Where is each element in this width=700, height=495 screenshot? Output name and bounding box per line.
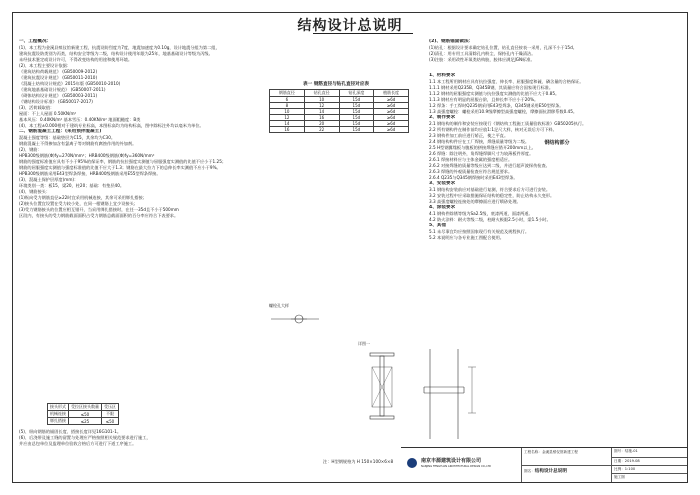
hbeam-detail	[358, 341, 488, 461]
right-col-line: 2.6.2 对接焊缝的质量等级应达到二级，并进行超声波探伤检查。	[429, 163, 550, 168]
table-cell: 20	[304, 121, 339, 127]
page-title: 结构设计总说明	[297, 18, 403, 34]
right-col-line: 2.6.1 焊接材料应与主体金属的强度相适应。	[429, 157, 513, 162]
table-cell: 16	[270, 127, 305, 133]
left-col-line: 混凝土强度等级：基础垫层为C15，其余均为C30。	[19, 135, 116, 140]
scale-label: 比例	[614, 467, 622, 471]
table-cell: 10	[304, 97, 339, 103]
left-tail-line: 并应由总包单位及监理单位验收合格后方可进行下道工序施工。	[19, 441, 137, 446]
left-col-line: (1)、本工程为金溪县殡仪馆新建工程，抗震设防烈度为7度，地震加速度为0.10g，设计地震分组为第二组，	[19, 45, 220, 50]
title-block	[401, 447, 687, 482]
steel-section-title: 钢结构部分	[544, 140, 570, 146]
right-col-line: 1、材料要求	[429, 73, 456, 78]
table-cell: 机械连接	[48, 411, 69, 418]
project-cell: 工程名称：金溪县殡仪馆新建工程	[521, 448, 611, 465]
left-col-line: 钢筋的强度标准值应具有不小于95%的保证率，钢筋的抗拉强度实测值与屈服强度实测值的比值不应小于1.25；	[19, 159, 227, 164]
table-header-cell: 钢筋直径	[270, 90, 305, 97]
hbeam-section-drawing	[358, 347, 488, 457]
left-col-line: 钢筋的屈服强度实测值与强度标准值的比值不应大于1.3；钢筋在最大拉力下的总伸长率实测值不应小于9%。	[19, 165, 221, 170]
right-col-line: 1.3 高强度螺栓：螺栓采用10.9级摩擦型高强度螺栓，摩擦面抗滑移系数0.45。	[429, 109, 578, 114]
company-logo-icon	[407, 458, 417, 468]
company-cell	[401, 448, 521, 482]
right-col-line: 2、制作要求	[429, 115, 456, 120]
table-cell: 22	[304, 127, 339, 133]
table-cell: ≥6d	[374, 97, 409, 103]
right-col-line: 2.5 H型钢翼缘板与腹板的拼接焊缝应错开200mm以上。	[429, 145, 536, 150]
table-cell: 15d	[339, 127, 374, 133]
left-col-line: (4)、钢筋接头：	[19, 189, 51, 194]
date-cell: 日期：2019.08	[611, 457, 687, 465]
left-col-line: 环境类别一类：板15，梁20，柱20；基础：有垫层40。	[19, 183, 125, 188]
date-label: 日期	[614, 459, 622, 463]
right-col-line: (3)注胶：采用改性环氧类结构胶，胶体应满足JGN标准。	[429, 57, 535, 62]
table-cell: ≤25	[69, 418, 102, 425]
table-cell: 15d	[339, 109, 374, 115]
table-cell: ≤50	[69, 411, 102, 418]
right-col-line: 5.2 本说明应与各专业施工图配合使用。	[429, 235, 504, 240]
right-col-line: 4.2 防火涂料：耐火等级二级，柱耐火极限2.5小时，梁1.5小时。	[429, 217, 551, 222]
right-col-line: 2.4 钢结构构件应在工厂焊接，焊缝质量等级为二级。	[429, 139, 530, 144]
table-header-cell: 受压区	[102, 404, 119, 411]
figure-note: 注：H型钢规格为 H 150×100×6×8	[323, 459, 394, 464]
left-tail-line: (5)、纵向钢筋的锚固长度、搭接长度详见16G101-1。	[19, 429, 122, 434]
left-col-line: 钢筋混凝土不得掺加含有氯离子等对钢筋有腐蚀作用的外加剂。	[19, 141, 137, 146]
left-col-line: (3)、混凝土保护层厚度(mm)：	[19, 177, 79, 182]
left-col-line: HPB300级钢筋采用E43型焊条焊接，HRB400级钢筋采用E55型焊条焊接。	[19, 171, 161, 176]
title-underline	[313, 33, 413, 34]
sheet-label: 图号	[614, 449, 622, 453]
right-col-line: 3.1 钢结构安装前应对基础进行复测，符合要求后方可进行安装。	[429, 187, 551, 192]
scale-value: 1:100	[624, 467, 636, 471]
left-col-line: (1)纵向受力钢筋直径≥22时宜采用机械连接，其余可采用绑扎搭接；	[19, 195, 147, 200]
right-col-line: 2.6.3 焊缝的外观质量检查应符合规范要求。	[429, 169, 513, 174]
sheet-number: 结施-01	[624, 449, 638, 453]
bolt-hole-drawing	[269, 309, 329, 329]
table-row	[48, 411, 119, 418]
right-col-line: 1.1.3 钢材应有明显的屈服台阶，且伸长率不应小于20%。	[429, 97, 539, 102]
table-header-cell: 钻孔深度	[339, 90, 374, 97]
table-header-cell: 植筋长度	[374, 90, 409, 97]
left-col-line: 二、钢筋混凝土工程：(采用预拌混凝土)	[19, 129, 102, 134]
right-col-line: 3.3 高强度螺栓连接处的摩擦面应进行喷砂处理。	[429, 199, 521, 204]
left-col-line: 《建筑抗震设计规范》 (GB50011-2010)	[19, 75, 98, 80]
right-col-line: 4.1 钢构件除锈等级为Sa2.5级，底漆两道，面漆两道。	[429, 211, 533, 216]
table-cell: 6	[270, 97, 305, 103]
table-cell: 14	[270, 121, 305, 127]
right-col-line: 3、安装要求	[429, 181, 456, 186]
right-col-line: 1.1.1 钢材采用Q235B、Q345B钢，其质量应符合国家现行标准。	[429, 85, 554, 90]
left-notes-tail	[19, 429, 249, 447]
left-col-line: 《砌体结构设计规范》 (GB50003-2011)	[19, 93, 98, 98]
table-header-cell: 接头形式	[48, 404, 69, 411]
table-cell: 15d	[339, 103, 374, 109]
scale-cell: 比例：1:100	[611, 465, 687, 473]
left-col-line: 《建筑结构荷载规范》 (GB50009-2012)	[19, 69, 98, 74]
project-name: 金溪县殡仪馆新建工程	[541, 450, 578, 454]
table-row	[270, 127, 409, 133]
right-col-line: (2)清孔：用专用工具清除孔内粉尘，保持孔内干燥清洁。	[429, 51, 536, 56]
table-cell: 14	[304, 109, 339, 115]
right-col-line: (1)钻孔：根据设计要求确定钻孔位置，钻孔直径按表一采用，孔深不小于15d。	[429, 45, 577, 50]
left-col-line: (3)、活荷载取值：	[19, 105, 55, 110]
detail2-label: 详图一	[358, 341, 370, 346]
left-col-line: 未经技术鉴定或设计许可，不得改变结构的用途和使用环境。	[19, 57, 133, 62]
right-col-line: 2.6.4 Q235与Q345钢焊接时采用E43型焊条。	[429, 175, 518, 180]
table-cell: 15d	[339, 97, 374, 103]
ratio-table	[269, 89, 409, 133]
right-col-line: 5、其他	[429, 223, 446, 228]
right-col-line: 2.1 钢结构的制作和安装应按现行《钢结构工程施工质量验收标准》GB50205执行。	[429, 121, 587, 126]
table-header-row	[48, 404, 119, 411]
left-col-line: 区段内，有接头的受力钢筋截面面积占受力钢筋总截面面积的百分率应符合下表要求。	[19, 213, 179, 218]
sheet-cell: 图号：结施-01	[611, 448, 687, 457]
left-col-line: 一、工程概况：	[19, 39, 52, 44]
table-cell: ≤50	[102, 418, 119, 425]
right-col-line: 1.1.2 钢材的屈服强度实测值与抗拉强度实测值的比值不应大于0.85。	[429, 91, 560, 96]
left-tail-line: (6)、后浇带及施工缝的留置与处理应严格按照相关规范要求进行施工，	[19, 435, 151, 440]
drawing-name: 结构设计总说明	[534, 469, 567, 474]
table-cell: 不限	[102, 411, 119, 418]
table-cell: 8	[270, 103, 305, 109]
splice-table	[47, 403, 119, 425]
left-notes-column	[19, 39, 249, 219]
right-col-line: 2.2 所有钢构件在制作前均应放1:1足尺大样，核对无误后方可下料。	[429, 127, 557, 132]
table-cell: ≥6d	[374, 121, 409, 127]
detail1-label: 螺栓孔大样	[269, 303, 289, 308]
right-col-line: 1.2 焊条：手工焊时Q235钢采用E43型焊条，Q345钢采用E50型焊条。	[429, 103, 564, 108]
table-cell: 10	[270, 109, 305, 115]
drawing-sheet	[12, 12, 688, 483]
left-col-line: HPB300级钢筋(Φ)fy=270N/mm²；HRB400级钢筋(Φ)fy=360N/mm²	[19, 153, 155, 158]
table-cell: 12	[304, 103, 339, 109]
table-cell: ≥6d	[374, 115, 409, 121]
right-col-line: 3.2 安装过程中应采取措施保证结构的稳定性，防止结构永久变形。	[429, 193, 555, 198]
bolt-hole-detail	[269, 303, 329, 333]
project-label: 工程名称	[524, 450, 539, 454]
table-cell: 16	[304, 115, 339, 121]
right-col-line: 1.1 本工程所用钢材应具有抗拉强度、伸长率、屈服强度和硫、磷含量的合格保证。	[429, 79, 584, 84]
ratio-table-caption: 表一 钢筋直径与钻孔直径对应表	[303, 82, 369, 87]
stage-cell	[611, 473, 687, 482]
spacer	[429, 63, 685, 73]
left-col-line: (2)、本工程主要设计依据：	[19, 63, 71, 68]
table-cell: 15d	[339, 121, 374, 127]
left-col-line: 基本风压：0.40KN/m² 基本雪压：0.40KN/m² 地面粗糙度：B类	[19, 117, 141, 122]
right-col-line: 5.1 未尽事宜均应按照国家现行有关规范及规程执行。	[429, 229, 530, 234]
table-header-row	[270, 90, 409, 97]
table-header-cell: 受拉区接头数量	[69, 404, 102, 411]
table-row	[48, 418, 119, 425]
left-col-line: (4)、本工程±0.000相对于建筑专业标高，本图标高均为结构标高，图中除标注外均以毫米为单位。	[19, 123, 204, 128]
right-col-line: 2.6 焊缝：除注明外，角焊缝焊脚尺寸为较薄板件厚度。	[429, 151, 534, 156]
table-header-cell: 钻孔直径	[304, 90, 339, 97]
date-value: 2019.08	[624, 459, 640, 463]
table-cell: ≥6d	[374, 109, 409, 115]
left-col-line: 《钢结构设计标准》 (GB50017-2017)	[19, 99, 93, 104]
stage-value: 施工图	[614, 475, 625, 479]
company-name-en: NANJING FENGYUAN ARCHITECTURAL DESIGN CO.,LTD	[421, 465, 492, 468]
table-cell: ≥6d	[374, 127, 409, 133]
table-cell: 绑扎搭接	[48, 418, 69, 425]
right-col-line: 2.3 钢构件加工前应进行矫正，使之平直。	[429, 133, 509, 138]
right-col-line: (2)、钢筋锚固做法：	[429, 39, 474, 44]
company-name: 南京丰源建筑设计有限公司	[421, 458, 482, 464]
table-cell: 15d	[339, 115, 374, 121]
drawing-cell: 图名：结构设计总说明	[521, 465, 611, 482]
left-col-line: 《混凝土结构设计规范》2015年版 (GB50010-2010)	[19, 81, 121, 86]
table-cell: ≥6d	[374, 103, 409, 109]
left-col-line: 屋面：不上人屋面 0.50KN/m²	[19, 111, 77, 116]
left-col-line: (2)、钢筋：	[19, 147, 42, 152]
right-col-line: 4、涂装要求	[429, 205, 456, 210]
left-col-line: (2)接头位置宜设置在受力较小处，在同一根钢筋上宜少设接头；	[19, 201, 138, 206]
table-cell: 12	[270, 115, 305, 121]
left-col-line: 建筑抗震设防类别为丙类，结构安全等级为二级，结构设计使用年限为25年，地基基础设计等级为丙级。	[19, 51, 213, 56]
left-col-line: (3)受力钢筋接头的位置应相互错开，当采用绑扎搭接时，在任一35d且不小于500mm	[19, 207, 179, 212]
left-col-line: 《建筑地基基础设计规范》 (GB50007-2011)	[19, 87, 106, 92]
drawing-label: 图名	[524, 469, 532, 473]
